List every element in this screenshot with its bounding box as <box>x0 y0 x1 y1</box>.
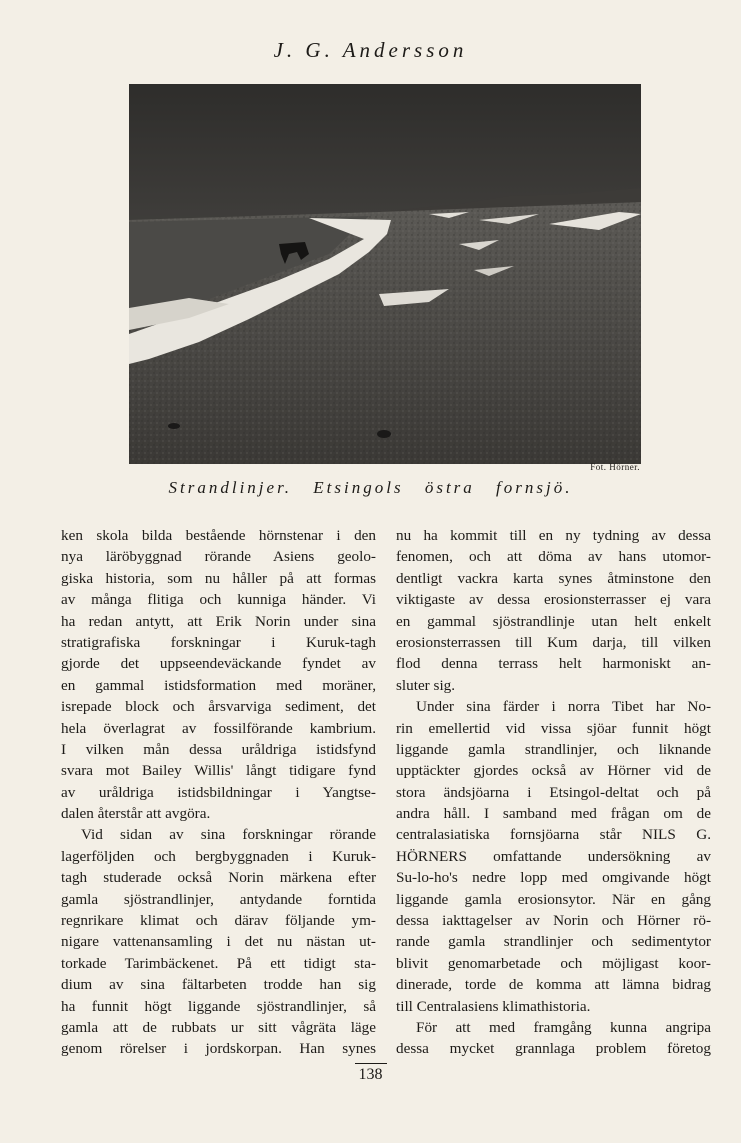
text-line: dessa iakttagelser av Norin och Hörner rö- <box>396 912 711 930</box>
text-line: svara mot Bailey Willis' långt tidigare fynd <box>61 762 376 780</box>
text-line: centralasiatiska fornsjöarna står NILS G. <box>396 826 711 844</box>
text-line: andra håll. I samband med frågan om de <box>396 805 711 823</box>
text-line: dinerade, torde de komma att lämna bidrag <box>396 976 711 994</box>
text-line: gjorde det uppseendeväckande fyndet av <box>61 655 376 673</box>
text-line: rin emellertid vid vissa sjöar funnit högt <box>396 719 711 737</box>
text-line: torkade Tarimbäckenet. På ett tidigt sta- <box>61 954 376 972</box>
text-line: stora ändsjöarna i Etsingol-deltat och på <box>396 783 711 801</box>
page-number <box>0 1066 741 1084</box>
text-line: För att med framgång kunna angripa <box>416 1018 711 1036</box>
text-line: dentligt vackra karta synes åtminstone den <box>396 569 711 587</box>
text-line: gamla sjöstrandlinjer, antydande forntida <box>61 890 376 908</box>
text-line: Su-lo-ho's nedre lopp med omgivande högt <box>396 869 711 887</box>
text-line: regnrikare klimat och därav följande ym- <box>61 912 376 930</box>
right-column <box>396 525 711 1060</box>
text-line: blivit genomarbetade och möjligast koor- <box>396 954 711 972</box>
text-line: ken skola bilda bestående hörnstenar i den <box>61 527 376 544</box>
text-line: I vilken mån dessa uråldriga istidsfynd <box>61 740 376 758</box>
text-line: dessa mycket grannlaga problem företog <box>396 1040 711 1058</box>
text-line: en gammal sjöstrandlinje utan helt enkelt <box>396 612 711 630</box>
text-line: fenomen, och att döma av hans utomor- <box>396 548 711 566</box>
text-line: hela överlagrat av fossilförande kambrium. <box>61 719 376 737</box>
left-column <box>61 525 376 1060</box>
text-line: av många flitiga och kunniga händer. Vi <box>61 591 376 609</box>
figure-caption: Strandlinjer. Etsingols östra fornsjö. <box>168 478 573 497</box>
text-line: dalen återstår att avgöra. <box>61 805 211 823</box>
text-line: sluter sig. <box>396 676 456 694</box>
text-line: tagh studerade också Norin märkena efter <box>61 869 376 887</box>
text-line: Vid sidan av sina forskningar rörande <box>81 826 376 844</box>
text-line: upptäckter gjordes också av Hörner vid de <box>396 762 711 780</box>
text-line: dium av sina fältarbeten trodde han sig <box>61 976 376 994</box>
text-line: en gammal istidsformation med moräner, <box>61 676 376 694</box>
text-line: nigare vattenansamling i det nu nästan ut- <box>61 933 376 951</box>
text-line: liggande gamla erosionsytor. När en gång <box>396 890 711 908</box>
text-line: liggande gamla strandlinjer, och liknande <box>396 740 711 758</box>
shoreline-photograph <box>129 84 641 464</box>
page-number-value: 138 <box>355 1063 387 1083</box>
text-line: av uråldriga istidsbildningar i Yangtse- <box>61 783 376 801</box>
text-line: nya läröbyggnad rörande Asiens geolo- <box>61 548 376 566</box>
text-line: till Centralasiens klimathistoria. <box>396 997 591 1015</box>
text-line: erosionsterrassen till Kum darja, till vilken <box>396 633 711 651</box>
running-head: J. G. Andersson <box>273 38 468 62</box>
text-line: rande gamla strandlinjer och sedimentytor <box>396 933 711 951</box>
text-line: ha redan antytt, att Erik Norin under sina <box>61 612 376 630</box>
text-line: Under sina färder i norra Tibet har No- <box>416 698 711 716</box>
text-line: isrepade block och årsvarviga sediment, det <box>61 698 376 716</box>
text-line: flod denna terrass helt harmoniskt an- <box>396 655 711 673</box>
text-line: giska historia, som nu håller på att formas <box>61 569 376 587</box>
text-line: viktigaste av dessa erosionsterrasser ej vara <box>396 591 711 609</box>
text-line: gamla att de rubbats ur sitt vågräta läge <box>61 1018 376 1036</box>
text-line: ha funnit högt liggande sjöstrandlinjer, så <box>61 997 376 1015</box>
photo-credit: Fot. Hörner. <box>590 462 640 472</box>
text-line: lagerföljden och bergbyggnaden i Kuruk- <box>61 847 376 865</box>
text-line: HÖRNERS omfattande undersökning av <box>396 847 711 865</box>
text-line: genom rörelser i jordskorpan. Han synes <box>61 1040 376 1058</box>
text-line: nu ha kommit till en ny tydning av dessa <box>396 527 711 544</box>
text-line: stratigrafiska forskningar i Kuruk-tagh <box>61 633 376 651</box>
